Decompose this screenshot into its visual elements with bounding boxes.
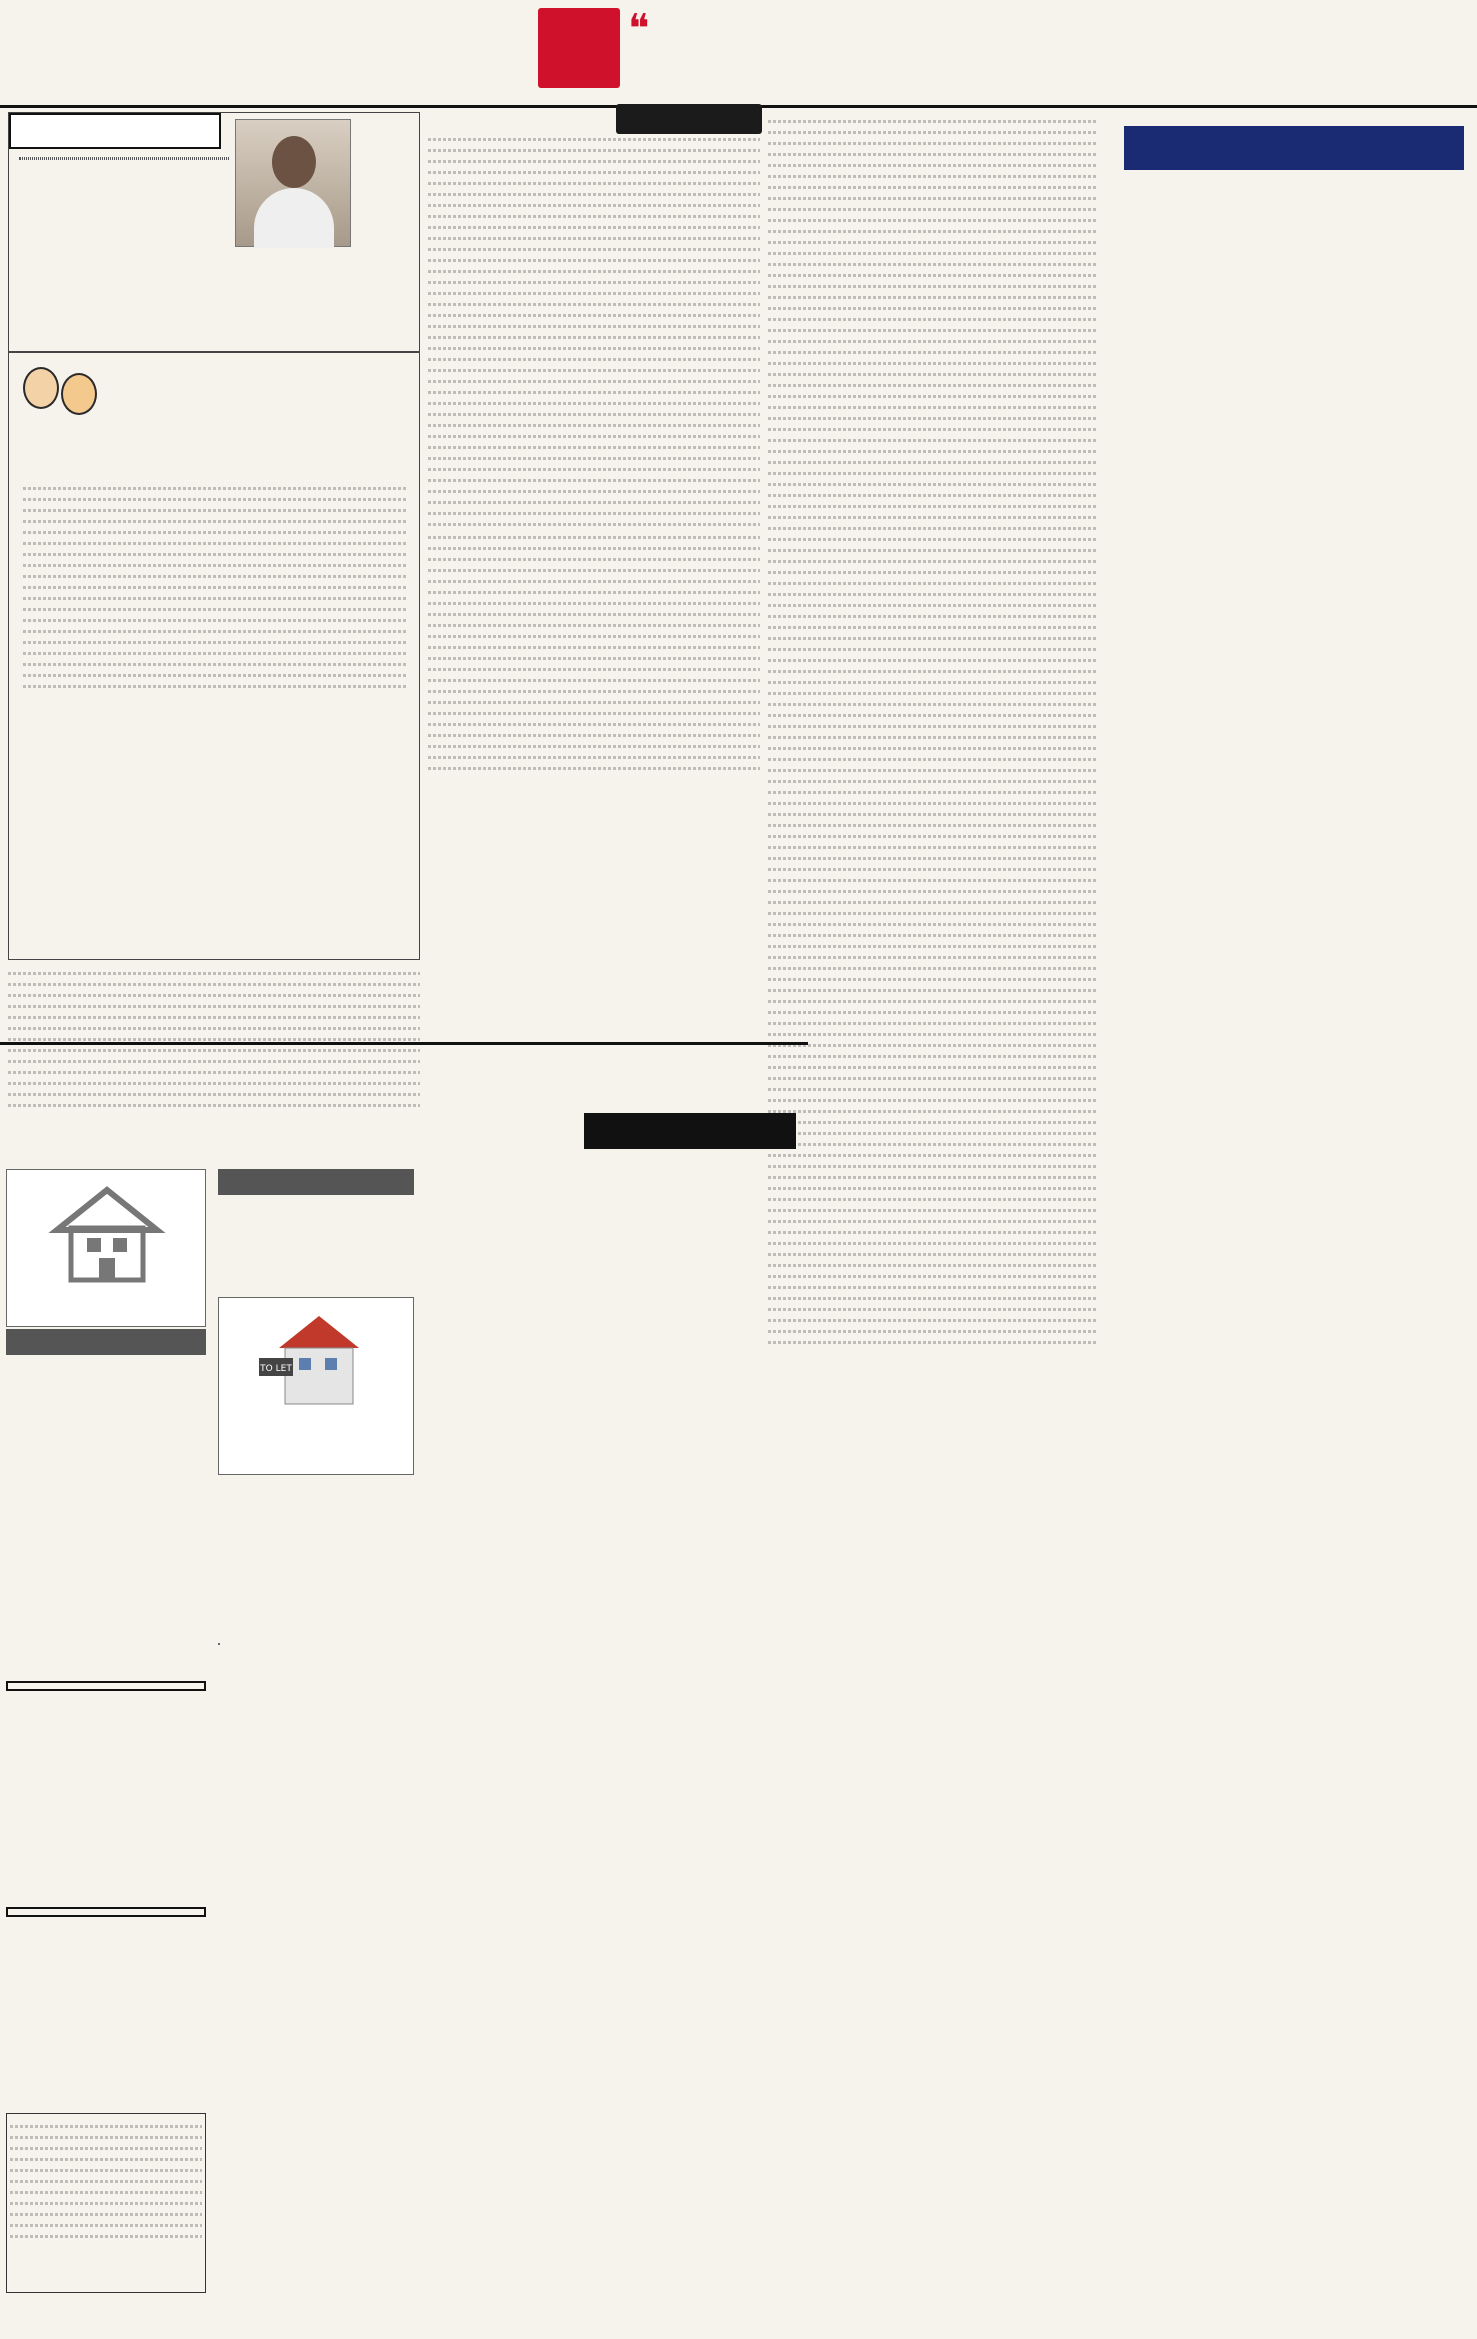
to-let-banner [218, 1297, 414, 1475]
birthday-form [19, 157, 229, 160]
horoscope-column [1110, 112, 1470, 2312]
masthead [0, 0, 1477, 108]
right-story-column [768, 112, 1096, 1349]
thaga-body [23, 479, 407, 693]
everyday-label [584, 1051, 796, 1111]
sample-photo [235, 119, 351, 247]
ad-sale-4[interactable] [6, 1681, 206, 1691]
thaga-column [8, 352, 420, 960]
classifieds-phone[interactable] [584, 1113, 796, 1149]
real-estate-banner [6, 1169, 206, 1327]
building-icon [219, 1298, 415, 1418]
horoscope-title [1124, 126, 1464, 170]
quote-badge [538, 8, 620, 88]
thaga-header [9, 353, 419, 423]
healthcare-banner [218, 1643, 220, 1645]
classifieds-section [0, 1042, 808, 2310]
cartoon-face-icon [23, 367, 59, 409]
cartoon-face-icon [61, 373, 97, 415]
form-field-dob [19, 159, 229, 160]
classifieds-contact [584, 1051, 796, 1157]
quote-icon: ❝ [628, 6, 650, 52]
birthday-title [9, 113, 221, 149]
svg-text:TO LET: TO LET [260, 1364, 292, 1374]
birthday-wishes-box [8, 112, 420, 352]
ad-sale-6[interactable] [6, 1907, 206, 1917]
sale-header [6, 1329, 206, 1355]
purchase-header [218, 1169, 414, 1195]
house-icon [7, 1170, 207, 1290]
ad-notice-small [6, 2113, 206, 2293]
middle-column [428, 130, 760, 775]
